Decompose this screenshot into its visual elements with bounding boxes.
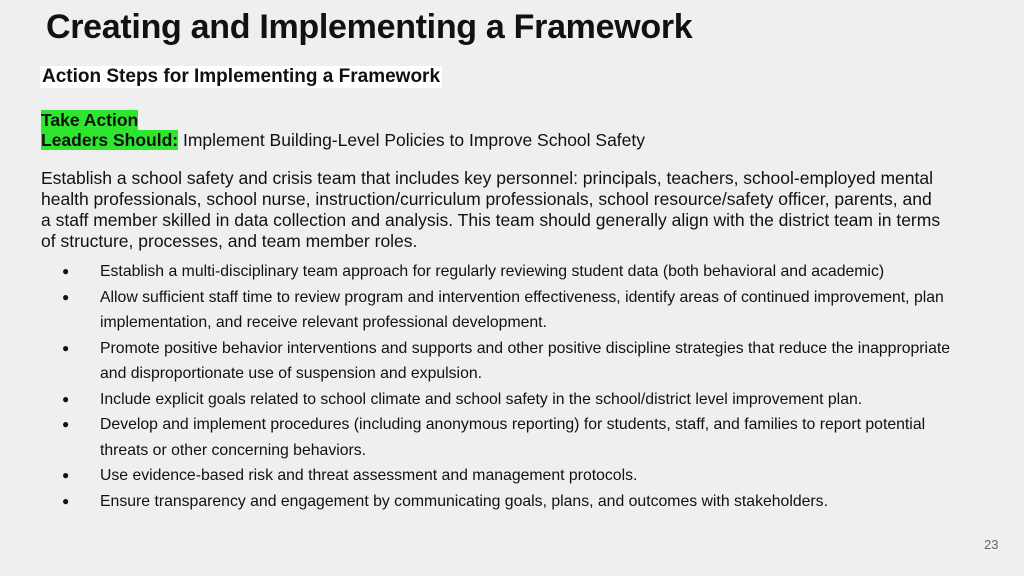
bullet-text: Promote positive behavior interventions and supports and other positive discipline strategies that reduce the inappropriate and disproportionate use of suspension and expulsion. (100, 339, 951, 382)
leaders-should-label: Leaders Should: (41, 130, 179, 150)
bullet-icon: ● (62, 264, 70, 278)
bullet-text: Use evidence-based risk and threat assessment and management protocols. (100, 467, 638, 484)
list-item (62, 412, 962, 463)
take-action-block (41, 110, 645, 150)
take-action-label: Take Action (41, 110, 139, 130)
list-item (62, 285, 962, 336)
action-bullet-list (62, 259, 962, 514)
list-item (62, 387, 962, 413)
bullet-text: Establish a multi-disciplinary team approach for regularly reviewing student data (both behavioral and academic) (100, 263, 885, 280)
list-item (62, 463, 962, 489)
list-item (62, 259, 962, 285)
list-item (62, 489, 962, 515)
bullet-text: Ensure transparency and engagement by communicating goals, plans, and outcomes with stakeholders. (100, 492, 828, 510)
intro-paragraph: Establish a school safety and crisis team that includes key personnel: principals, teachers, school-employed mental health professionals, school nurse, instruction/curriculum professionals, school resource/safety officer, parents, and a staff member skilled in data collection and analysis. This team should generally align with the district team in terms of structure, processes, and team member roles. (41, 168, 941, 251)
bullet-icon: ● (62, 417, 70, 431)
slide-title: Creating and Implementing a Framework (46, 8, 693, 46)
bullet-icon: ● (62, 493, 70, 508)
policy-text: Implement Building-Level Policies to Improve School Safety (182, 130, 646, 150)
bullet-icon: ● (62, 468, 70, 482)
bullet-text: Allow sufficient staff time to review program and intervention effectiveness, identify areas of continued improvement, plan implementation, and receive relevant professional development. (100, 288, 944, 331)
list-item (62, 336, 962, 387)
bullet-icon: ● (62, 289, 70, 304)
bullet-icon: ● (62, 391, 70, 406)
slide-subtitle: Action Steps for Implementing a Framework (42, 66, 441, 87)
bullet-icon: ● (62, 340, 70, 355)
bullet-text: Develop and implement procedures (including anonymous reporting) for students, staff, and families to report potential threats or other concerning behaviors. (100, 416, 926, 459)
bullet-text: Include explicit goals related to school climate and school safety in the school/district level improvement plan. (100, 390, 863, 408)
page-number: 23 (984, 537, 999, 552)
